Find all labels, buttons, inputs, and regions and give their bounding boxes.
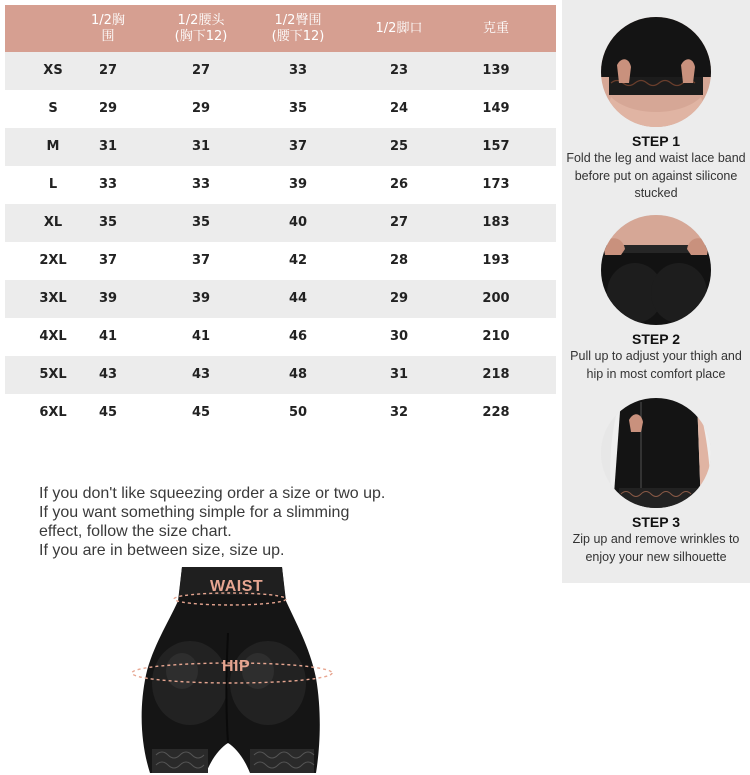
header-half-hip: 1/2臀围 (腰下12)	[271, 12, 325, 44]
half-bust-cell: 43	[98, 367, 118, 382]
half-leg-opening-cell: 30	[389, 329, 409, 344]
size-cell: 2XL	[39, 253, 67, 268]
size-cell: XL	[43, 215, 63, 230]
half-bust-cell: 37	[98, 253, 118, 268]
step-1-photo	[601, 17, 711, 127]
how-to-wear-panel	[562, 0, 750, 583]
size-cell: L	[48, 177, 58, 192]
half-waist-cell: 35	[191, 215, 211, 230]
weight-cell: 139	[482, 63, 510, 78]
step-1-title: STEP 1	[632, 133, 680, 149]
size-chart-table	[5, 5, 556, 432]
table-body	[5, 52, 556, 432]
step-3-photo	[601, 398, 711, 508]
half-hip-cell: 33	[288, 63, 308, 78]
half-leg-opening-cell: 23	[389, 63, 409, 78]
half-waist-cell: 31	[191, 139, 211, 154]
half-bust-cell: 29	[98, 101, 118, 116]
weight-cell: 228	[482, 405, 510, 420]
half-hip-cell: 37	[288, 139, 308, 154]
size-cell: 4XL	[39, 329, 67, 344]
half-waist-cell: 27	[191, 63, 211, 78]
half-leg-opening-cell: 31	[389, 367, 409, 382]
table-row	[5, 356, 556, 394]
weight-cell: 183	[482, 215, 510, 230]
table-row	[5, 128, 556, 166]
weight-cell: 200	[482, 291, 510, 306]
note-line: If you want something simple for a slimming	[39, 504, 350, 521]
half-waist-cell: 37	[191, 253, 211, 268]
size-cell: M	[46, 139, 60, 154]
half-hip-cell: 46	[288, 329, 308, 344]
step-2-photo	[601, 215, 711, 325]
step-3-description: Zip up and remove wrinkles to enjoy your new silhouette	[572, 532, 740, 564]
size-cell: 5XL	[39, 367, 67, 382]
weight-cell: 149	[482, 101, 510, 116]
half-leg-opening-cell: 24	[389, 101, 409, 116]
half-leg-opening-cell: 25	[389, 139, 409, 154]
half-hip-cell: 35	[288, 101, 308, 116]
half-leg-opening-cell: 32	[389, 405, 409, 420]
size-cell: 6XL	[39, 405, 67, 420]
half-bust-cell: 39	[98, 291, 118, 306]
size-cell: S	[48, 101, 58, 116]
step-3-title: STEP 3	[632, 514, 680, 530]
half-leg-opening-cell: 26	[389, 177, 409, 192]
half-waist-cell: 43	[191, 367, 211, 382]
half-bust-cell: 27	[98, 63, 118, 78]
weight-cell: 210	[482, 329, 510, 344]
half-hip-cell: 48	[288, 367, 308, 382]
header-weight: 克重	[482, 20, 509, 36]
hip-label: HIP	[222, 658, 251, 675]
half-waist-cell: 33	[191, 177, 211, 192]
weight-cell: 157	[482, 139, 510, 154]
table-row	[5, 166, 556, 204]
step-1-description: Fold the leg and waist lace band before put on against silicone stucked	[566, 151, 746, 200]
header-size	[30, 5, 76, 52]
weight-cell: 218	[482, 367, 510, 382]
product-measurement-figure	[120, 563, 335, 775]
table-row	[5, 52, 556, 90]
waist-label: WAIST	[210, 578, 264, 595]
header-half-bust: 1/2胸围	[91, 12, 125, 44]
half-waist-cell: 41	[191, 329, 211, 344]
step-2-title: STEP 2	[632, 331, 680, 347]
half-leg-opening-cell: 28	[389, 253, 409, 268]
table-header-row	[5, 5, 556, 52]
note-line: If you are in between size, size up.	[39, 542, 285, 559]
weight-cell: 173	[482, 177, 510, 192]
half-hip-cell: 44	[288, 291, 308, 306]
size-cell: 3XL	[39, 291, 67, 306]
sizing-notes	[39, 484, 419, 560]
half-leg-opening-cell: 29	[389, 291, 409, 306]
half-bust-cell: 35	[98, 215, 118, 230]
half-hip-cell: 40	[288, 215, 308, 230]
half-hip-cell: 42	[288, 253, 308, 268]
half-bust-cell: 41	[98, 329, 118, 344]
header-half-waist: 1/2腰头 (胸下12)	[174, 12, 228, 44]
half-bust-cell: 45	[98, 405, 118, 420]
half-waist-cell: 39	[191, 291, 211, 306]
half-waist-cell: 29	[191, 101, 211, 116]
table-row	[5, 204, 556, 242]
half-hip-cell: 50	[288, 405, 308, 420]
weight-cell: 193	[482, 253, 510, 268]
table-row	[5, 90, 556, 128]
header-half-leg-opening: 1/2脚口	[375, 20, 423, 36]
table-row	[5, 242, 556, 280]
half-bust-cell: 33	[98, 177, 118, 192]
table-row	[5, 394, 556, 432]
note-line: If you don't like squeezing order a size or two up.	[39, 485, 386, 502]
step-2-description: Pull up to adjust your thigh and hip in most comfort place	[570, 349, 742, 381]
table-row	[5, 280, 556, 318]
note-line: effect, follow the size chart.	[39, 523, 232, 540]
half-waist-cell: 45	[191, 405, 211, 420]
table-row	[5, 318, 556, 356]
half-bust-cell: 31	[98, 139, 118, 154]
size-cell: XS	[43, 63, 63, 78]
half-hip-cell: 39	[288, 177, 308, 192]
half-leg-opening-cell: 27	[389, 215, 409, 230]
